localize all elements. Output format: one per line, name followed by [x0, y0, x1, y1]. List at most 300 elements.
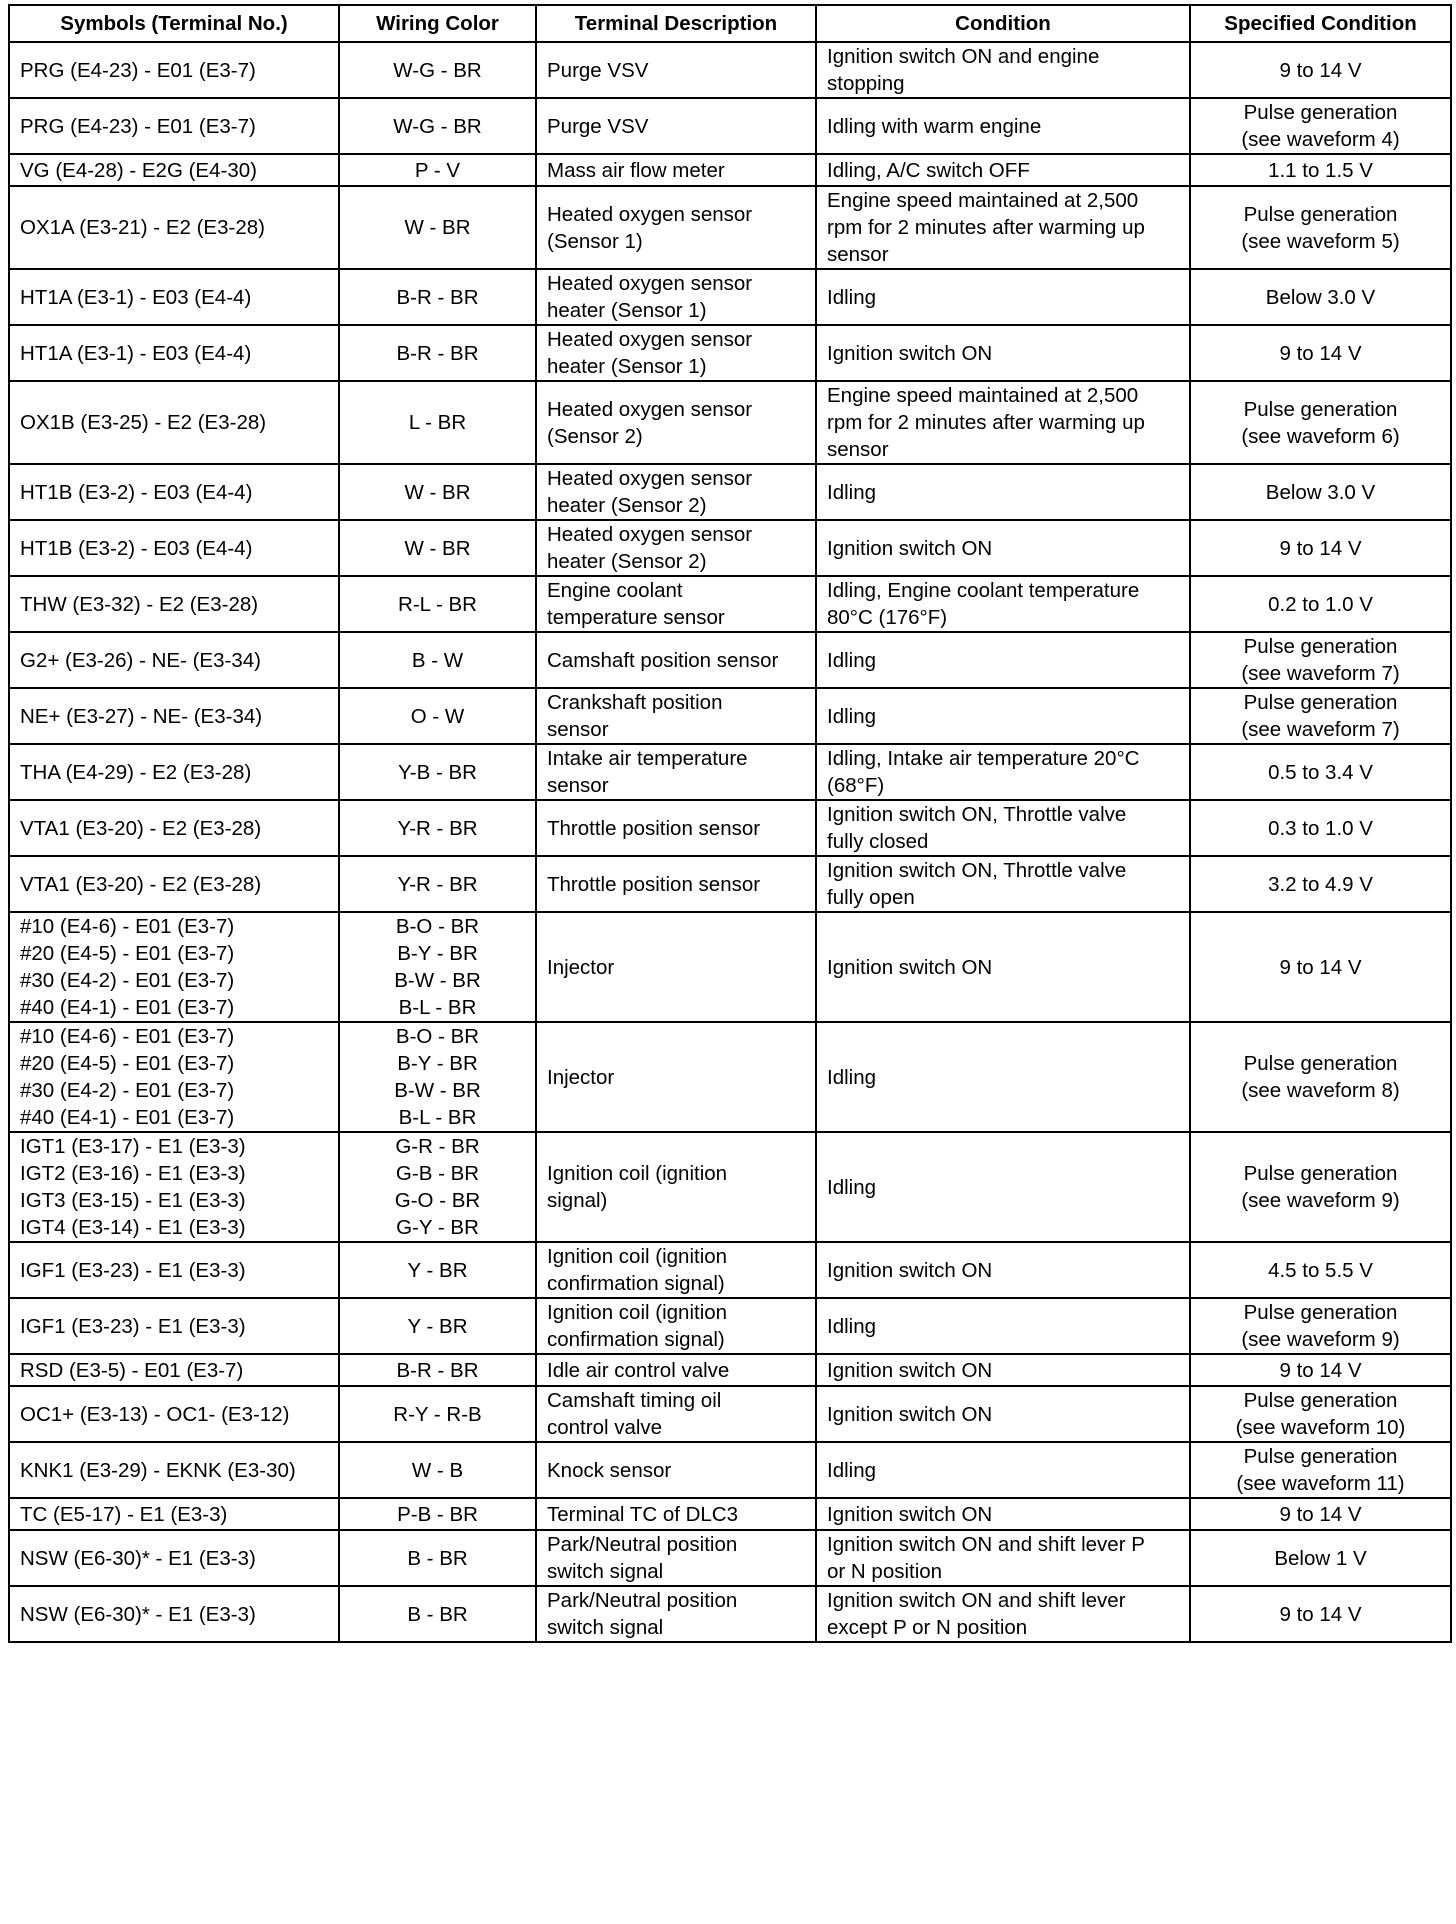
- specified-condition-cell-line: Pulse generation: [1243, 691, 1398, 714]
- specified-condition-cell: [1190, 325, 1451, 381]
- specified-condition-cell: [1190, 42, 1451, 98]
- condition-cell: [816, 800, 1190, 856]
- terminal-description-cell-line: switch signal: [547, 1560, 664, 1583]
- specified-condition-cell: [1190, 154, 1451, 186]
- terminal-description-cell: [536, 42, 816, 98]
- terminal-description-cell-line: Mass air flow meter: [547, 158, 725, 182]
- symbols-cell-line: OX1A (E3-21) - E2 (E3-28): [20, 216, 265, 239]
- symbols-cell-line: VG (E4-28) - E2G (E4-30): [20, 158, 257, 182]
- table-row: [9, 520, 1451, 576]
- symbols-cell-line: THA (E4-29) - E2 (E3-28): [20, 760, 252, 784]
- table-row: [9, 1242, 1451, 1298]
- condition-cell: [816, 744, 1190, 800]
- condition-cell-line: Idling, Intake air temperature 20°C: [827, 747, 1140, 770]
- terminal-description-cell: [536, 1132, 816, 1242]
- table-row: [9, 325, 1451, 381]
- symbols-cell-line: NE+ (E3-27) - NE- (E3-34): [20, 704, 263, 728]
- table-row: [9, 912, 1451, 1022]
- symbols-cell-line: IGT4 (E3-14) - E1 (E3-3): [20, 1216, 246, 1239]
- terminal-description-cell: [536, 269, 816, 325]
- specified-condition-cell-line: 9 to 14 V: [1279, 58, 1362, 82]
- symbols-cell-line: OC1+ (E3-13) - OC1- (E3-12): [20, 1402, 290, 1426]
- specified-condition-cell: [1190, 98, 1451, 154]
- terminal-description-cell-line: Terminal TC of DLC3: [547, 1502, 739, 1526]
- wiring-color-cell-line: R-Y - R-B: [393, 1402, 482, 1426]
- condition-cell: [816, 154, 1190, 186]
- specified-condition-cell-line: Pulse generation: [1243, 1389, 1398, 1412]
- condition-cell-line: Ignition switch ON: [827, 536, 993, 560]
- condition-cell-line: Idling: [827, 1458, 877, 1482]
- condition-cell-line: except P or N position: [827, 1616, 1028, 1639]
- terminal-description-cell: [536, 325, 816, 381]
- terminal-description-cell-line: Injector: [547, 955, 615, 979]
- wiring-color-cell: [339, 1132, 536, 1242]
- terminal-description-cell: [536, 464, 816, 520]
- wiring-color-cell: [339, 1442, 536, 1498]
- wiring-color-cell-line: B - W: [411, 648, 464, 672]
- symbols-cell: [9, 186, 339, 269]
- wiring-color-cell-line: O - W: [410, 704, 465, 728]
- wiring-color-cell: [339, 98, 536, 154]
- terminal-description-cell-line: Ignition coil (ignition: [547, 1245, 728, 1268]
- terminal-description-cell-line: Crankshaft position: [547, 691, 723, 714]
- specified-condition-cell-line: (see waveform 6): [1241, 424, 1400, 448]
- condition-cell-line: Idling: [827, 285, 877, 309]
- condition-cell-line: Ignition switch ON, Throttle valve: [827, 803, 1127, 826]
- terminal-description-cell-line: sensor: [547, 718, 609, 741]
- condition-cell: [816, 381, 1190, 464]
- terminal-description-cell: [536, 1354, 816, 1386]
- terminal-description-cell-line: Throttle position sensor: [547, 872, 761, 896]
- symbols-cell: [9, 269, 339, 325]
- wiring-color-cell-line: R-L - BR: [398, 592, 477, 616]
- specified-condition-cell-line: 3.2 to 4.9 V: [1268, 872, 1373, 896]
- wiring-color-cell: [339, 800, 536, 856]
- specified-condition-cell-line: Pulse generation: [1243, 1162, 1398, 1185]
- symbols-cell-line: #30 (E4-2) - E01 (E3-7): [20, 1079, 235, 1102]
- specified-condition-cell: [1190, 1354, 1451, 1386]
- terminal-description-cell: [536, 1498, 816, 1530]
- condition-cell: [816, 912, 1190, 1022]
- wiring-color-cell-line: B-Y - BR: [397, 1052, 478, 1075]
- terminal-description-cell-line: heater (Sensor 1): [547, 299, 707, 322]
- terminal-description-cell-line: confirmation signal): [547, 1272, 725, 1295]
- wiring-color-cell-line: W - BR: [404, 216, 471, 239]
- condition-cell: [816, 1242, 1190, 1298]
- specified-condition-cell-line: 9 to 14 V: [1279, 955, 1362, 979]
- header-specified-condition: Specified Condition: [1190, 5, 1451, 42]
- terminal-description-cell-line: Park/Neutral position: [547, 1533, 738, 1556]
- symbols-cell-line: HT1B (E3-2) - E03 (E4-4): [20, 480, 253, 504]
- terminal-description-cell: [536, 1298, 816, 1354]
- symbols-cell-line: VTA1 (E3-20) - E2 (E3-28): [20, 872, 262, 896]
- condition-cell: [816, 1586, 1190, 1642]
- terminal-description-cell: [536, 154, 816, 186]
- specified-condition-cell: [1190, 1386, 1451, 1442]
- condition-cell: [816, 576, 1190, 632]
- wiring-color-cell: [339, 632, 536, 688]
- wiring-color-cell-line: B-R - BR: [396, 285, 479, 309]
- specified-condition-cell: [1190, 1022, 1451, 1132]
- symbols-cell: [9, 1386, 339, 1442]
- terminal-description-cell-line: Heated oxygen sensor: [547, 202, 753, 226]
- header-symbols: Symbols (Terminal No.): [9, 5, 339, 42]
- wiring-color-cell: [339, 576, 536, 632]
- table-row: [9, 1386, 1451, 1442]
- terminal-description-cell-line: Idle air control valve: [547, 1358, 730, 1382]
- table-row: [9, 856, 1451, 912]
- condition-cell: [816, 464, 1190, 520]
- specified-condition-cell-line: (see waveform 8): [1241, 1079, 1400, 1102]
- wiring-color-cell-line: Y - BR: [407, 1258, 468, 1282]
- specified-condition-cell-line: (see waveform 7): [1241, 662, 1400, 685]
- symbols-cell: [9, 1354, 339, 1386]
- specified-condition-cell-line: Pulse generation: [1243, 1052, 1398, 1075]
- condition-cell: [816, 186, 1190, 269]
- wiring-color-cell-line: G-B - BR: [395, 1162, 480, 1185]
- condition-cell-line: fully open: [827, 886, 915, 909]
- specified-condition-cell-line: (see waveform 7): [1241, 718, 1400, 741]
- condition-cell: [816, 1354, 1190, 1386]
- condition-cell-line: Ignition switch ON and shift lever: [827, 1589, 1126, 1612]
- wiring-color-cell-line: B-R - BR: [396, 1358, 479, 1382]
- specified-condition-cell-line: 0.3 to 1.0 V: [1268, 816, 1373, 840]
- wiring-color-cell: [339, 186, 536, 269]
- symbols-cell-line: #20 (E4-5) - E01 (E3-7): [20, 1052, 235, 1075]
- symbols-cell-line: KNK1 (E3-29) - EKNK (E3-30): [20, 1458, 296, 1482]
- condition-cell-line: Ignition switch ON and shift lever P: [827, 1533, 1145, 1556]
- specified-condition-cell-line: 9 to 14 V: [1279, 1602, 1362, 1626]
- specified-condition-cell: [1190, 186, 1451, 269]
- condition-cell: [816, 1298, 1190, 1354]
- symbols-cell: [9, 688, 339, 744]
- specified-condition-cell-line: Pulse generation: [1243, 1445, 1398, 1468]
- table-row: [9, 1132, 1451, 1242]
- symbols-cell-line: HT1A (E3-1) - E03 (E4-4): [20, 285, 252, 309]
- wiring-color-cell-line: L - BR: [408, 411, 467, 434]
- condition-cell-line: Idling: [827, 1175, 877, 1199]
- specified-condition-cell: [1190, 1530, 1451, 1586]
- specified-condition-cell-line: (see waveform 9): [1241, 1189, 1400, 1212]
- specified-condition-cell-line: Below 1 V: [1274, 1546, 1367, 1570]
- specified-condition-cell: [1190, 632, 1451, 688]
- symbols-cell-line: HT1B (E3-2) - E03 (E4-4): [20, 536, 253, 560]
- wiring-color-cell-line: B-Y - BR: [397, 942, 478, 965]
- specified-condition-cell: [1190, 520, 1451, 576]
- symbols-cell: [9, 1022, 339, 1132]
- condition-cell: [816, 856, 1190, 912]
- wiring-color-cell-line: W - BR: [404, 536, 471, 560]
- terminal-description-cell-line: Ignition coil (ignition: [547, 1162, 728, 1185]
- terminal-description-cell: [536, 744, 816, 800]
- specified-condition-cell: [1190, 1442, 1451, 1498]
- terminal-description-cell: [536, 576, 816, 632]
- symbols-cell: [9, 632, 339, 688]
- table-row: [9, 1354, 1451, 1386]
- condition-cell-line: Ignition switch ON and engine: [827, 45, 1100, 68]
- condition-cell-line: Idling: [827, 648, 877, 672]
- symbols-cell: [9, 912, 339, 1022]
- wiring-color-cell: [339, 1354, 536, 1386]
- wiring-color-cell-line: B - BR: [407, 1546, 468, 1570]
- table-row: [9, 1498, 1451, 1530]
- symbols-cell-line: IGF1 (E3-23) - E1 (E3-3): [20, 1258, 246, 1282]
- specified-condition-cell-line: Pulse generation: [1243, 1301, 1398, 1324]
- specified-condition-cell-line: 0.2 to 1.0 V: [1268, 592, 1373, 616]
- condition-cell: [816, 1530, 1190, 1586]
- terminal-description-cell-line: (Sensor 2): [547, 424, 643, 448]
- terminal-description-cell: [536, 520, 816, 576]
- specified-condition-cell: [1190, 1242, 1451, 1298]
- table-row: [9, 98, 1451, 154]
- symbols-cell-line: RSD (E3-5) - E01 (E3-7): [20, 1358, 244, 1382]
- wiring-color-cell-line: B-L - BR: [398, 996, 477, 1019]
- specified-condition-cell: [1190, 1586, 1451, 1642]
- terminal-description-cell: [536, 912, 816, 1022]
- terminal-description-cell-line: sensor: [547, 774, 609, 797]
- symbols-cell-line: TC (E5-17) - E1 (E3-3): [20, 1502, 228, 1526]
- condition-cell-line: rpm for 2 minutes after warming up: [827, 411, 1145, 434]
- specified-condition-cell: [1190, 912, 1451, 1022]
- specified-condition-cell: [1190, 381, 1451, 464]
- specified-condition-cell-line: 9 to 14 V: [1279, 1502, 1362, 1526]
- specified-condition-cell: [1190, 1498, 1451, 1530]
- table-row: [9, 381, 1451, 464]
- condition-cell: [816, 1022, 1190, 1132]
- wiring-color-cell: [339, 744, 536, 800]
- terminal-description-cell-line: (Sensor 1): [547, 229, 643, 253]
- symbols-cell-line: G2+ (E3-26) - NE- (E3-34): [20, 648, 261, 672]
- terminal-description-cell: [536, 1242, 816, 1298]
- symbols-cell-line: NSW (E6-30)* - E1 (E3-3): [20, 1602, 256, 1626]
- table-row: [9, 744, 1451, 800]
- specified-condition-cell-line: (see waveform 10): [1235, 1416, 1406, 1439]
- condition-cell: [816, 42, 1190, 98]
- terminal-description-cell: [536, 1586, 816, 1642]
- terminal-description-cell: [536, 1442, 816, 1498]
- symbols-cell-line: VTA1 (E3-20) - E2 (E3-28): [20, 816, 262, 840]
- symbols-cell: [9, 800, 339, 856]
- symbols-cell: [9, 1498, 339, 1530]
- symbols-cell-line: OX1B (E3-25) - E2 (E3-28): [20, 411, 267, 434]
- condition-cell: [816, 1498, 1190, 1530]
- terminal-description-cell-line: Camshaft position sensor: [547, 648, 779, 672]
- terminal-description-cell-line: Heated oxygen sensor: [547, 467, 753, 490]
- specified-condition-cell-line: Pulse generation: [1243, 397, 1398, 421]
- symbols-cell-line: IGT3 (E3-15) - E1 (E3-3): [20, 1189, 246, 1212]
- terminal-description-cell-line: Ignition coil (ignition: [547, 1301, 728, 1324]
- symbols-cell: [9, 98, 339, 154]
- terminal-description-cell-line: Heated oxygen sensor: [547, 523, 753, 546]
- wiring-color-cell-line: G-R - BR: [395, 1135, 480, 1158]
- symbols-cell-line: THW (E3-32) - E2 (E3-28): [20, 592, 259, 616]
- symbols-cell-line: #30 (E4-2) - E01 (E3-7): [20, 969, 235, 992]
- table-row: [9, 1586, 1451, 1642]
- condition-cell: [816, 688, 1190, 744]
- terminal-description-cell-line: Heated oxygen sensor: [547, 397, 753, 421]
- condition-cell-line: Ignition switch ON: [827, 955, 993, 979]
- symbols-cell: [9, 1442, 339, 1498]
- condition-cell-line: Ignition switch ON: [827, 1502, 993, 1526]
- terminal-description-cell-line: Knock sensor: [547, 1458, 672, 1482]
- terminal-description-cell: [536, 856, 816, 912]
- symbols-cell-line: IGF1 (E3-23) - E1 (E3-3): [20, 1314, 246, 1338]
- wiring-color-cell: [339, 1022, 536, 1132]
- wiring-color-cell-line: B-W - BR: [394, 1079, 481, 1102]
- condition-cell-line: Ignition switch ON: [827, 341, 993, 365]
- terminal-description-cell-line: heater (Sensor 2): [547, 550, 707, 573]
- specified-condition-cell-line: Pulse generation: [1243, 202, 1398, 226]
- wiring-color-cell-line: B - BR: [407, 1602, 468, 1626]
- symbols-cell: [9, 381, 339, 464]
- table-row: [9, 464, 1451, 520]
- table-row: [9, 186, 1451, 269]
- terminal-description-cell-line: switch signal: [547, 1616, 664, 1639]
- wiring-color-cell: [339, 912, 536, 1022]
- terminal-description-cell: [536, 186, 816, 269]
- wiring-color-cell-line: P - V: [414, 158, 461, 182]
- symbols-cell: [9, 744, 339, 800]
- wiring-color-cell-line: B-O - BR: [395, 915, 480, 938]
- specified-condition-cell-line: 9 to 14 V: [1279, 536, 1362, 560]
- terminal-description-cell-line: Camshaft timing oil: [547, 1389, 722, 1412]
- specified-condition-cell-line: 4.5 to 5.5 V: [1268, 1258, 1373, 1282]
- condition-cell-line: rpm for 2 minutes after warming up: [827, 216, 1145, 239]
- terminal-description-cell: [536, 1530, 816, 1586]
- symbols-cell-line: #20 (E4-5) - E01 (E3-7): [20, 942, 235, 965]
- table-row: [9, 269, 1451, 325]
- table-row: [9, 1298, 1451, 1354]
- wiring-color-cell: [339, 1298, 536, 1354]
- symbols-cell: [9, 1132, 339, 1242]
- terminal-description-cell: [536, 800, 816, 856]
- specified-condition-cell: [1190, 856, 1451, 912]
- condition-cell: [816, 325, 1190, 381]
- wiring-color-cell-line: Y-B - BR: [398, 760, 477, 784]
- table-row: [9, 1022, 1451, 1132]
- terminal-description-cell: [536, 1386, 816, 1442]
- terminal-description-cell: [536, 688, 816, 744]
- specified-condition-cell: [1190, 800, 1451, 856]
- specified-condition-cell-line: Below 3.0 V: [1265, 480, 1376, 504]
- terminal-description-cell: [536, 381, 816, 464]
- header-condition: Condition: [816, 5, 1190, 42]
- wiring-color-cell-line: G-Y - BR: [396, 1216, 479, 1239]
- table-body: [9, 42, 1451, 1642]
- terminal-description-cell-line: Park/Neutral position: [547, 1589, 738, 1612]
- terminal-description-cell-line: Heated oxygen sensor: [547, 272, 753, 295]
- specified-condition-cell-line: 0.5 to 3.4 V: [1268, 760, 1373, 784]
- table-row: [9, 1442, 1451, 1498]
- specified-condition-cell-line: (see waveform 4): [1241, 128, 1400, 151]
- condition-cell-line: 80°C (176°F): [827, 606, 948, 629]
- wiring-color-cell: [339, 1530, 536, 1586]
- ecm-terminal-table: [8, 4, 1452, 1643]
- terminal-description-cell-line: Intake air temperature: [547, 747, 748, 770]
- symbols-cell-line: #40 (E4-1) - E01 (E3-7): [20, 996, 235, 1019]
- wiring-color-cell-line: Y - BR: [407, 1314, 468, 1338]
- wiring-color-cell-line: W-G - BR: [393, 114, 482, 138]
- specified-condition-cell: [1190, 464, 1451, 520]
- condition-cell-line: stopping: [827, 72, 905, 95]
- symbols-cell: [9, 1242, 339, 1298]
- table-row: [9, 154, 1451, 186]
- terminal-description-cell-line: Throttle position sensor: [547, 816, 761, 840]
- condition-cell-line: Ignition switch ON: [827, 1258, 993, 1282]
- wiring-color-cell: [339, 688, 536, 744]
- terminal-description-cell: [536, 98, 816, 154]
- specified-condition-cell: [1190, 1132, 1451, 1242]
- wiring-color-cell: [339, 1498, 536, 1530]
- specified-condition-cell-line: 9 to 14 V: [1279, 1358, 1362, 1382]
- symbols-cell: [9, 464, 339, 520]
- symbols-cell: [9, 1586, 339, 1642]
- condition-cell-line: Engine speed maintained at 2,500: [827, 189, 1139, 212]
- wiring-color-cell-line: P-B - BR: [397, 1502, 478, 1526]
- condition-cell-line: fully closed: [827, 830, 929, 853]
- wiring-color-cell-line: B-R - BR: [396, 341, 479, 365]
- terminal-description-cell-line: Purge VSV: [547, 114, 649, 138]
- terminal-description-cell-line: signal): [547, 1189, 608, 1212]
- wiring-color-cell-line: Y-R - BR: [397, 872, 478, 896]
- condition-cell: [816, 520, 1190, 576]
- table-row: [9, 688, 1451, 744]
- condition-cell: [816, 269, 1190, 325]
- table-row: [9, 632, 1451, 688]
- specified-condition-cell: [1190, 688, 1451, 744]
- symbols-cell-line: PRG (E4-23) - E01 (E3-7): [20, 58, 256, 82]
- specified-condition-cell-line: (see waveform 5): [1241, 229, 1400, 253]
- symbols-cell-line: #40 (E4-1) - E01 (E3-7): [20, 1106, 235, 1129]
- specified-condition-cell-line: (see waveform 9): [1241, 1328, 1400, 1351]
- condition-cell-line: Idling: [827, 1065, 877, 1089]
- terminal-description-cell-line: Engine coolant: [547, 579, 683, 602]
- wiring-color-cell-line: B-L - BR: [398, 1106, 477, 1129]
- terminal-description-cell-line: temperature sensor: [547, 606, 725, 629]
- symbols-cell: [9, 1298, 339, 1354]
- wiring-color-cell-line: W-G - BR: [393, 58, 482, 82]
- terminal-description-cell-line: heater (Sensor 1): [547, 355, 707, 378]
- wiring-color-cell: [339, 1586, 536, 1642]
- specified-condition-cell: [1190, 576, 1451, 632]
- symbols-cell-line: IGT1 (E3-17) - E1 (E3-3): [20, 1135, 246, 1158]
- condition-cell-line: sensor: [827, 438, 889, 461]
- terminal-description-cell-line: Heated oxygen sensor: [547, 328, 753, 351]
- wiring-color-cell: [339, 856, 536, 912]
- terminal-description-cell: [536, 632, 816, 688]
- condition-cell: [816, 98, 1190, 154]
- condition-cell-line: sensor: [827, 243, 889, 266]
- terminal-description-cell-line: control valve: [547, 1416, 663, 1439]
- terminal-description-cell-line: confirmation signal): [547, 1328, 725, 1351]
- symbols-cell-line: PRG (E4-23) - E01 (E3-7): [20, 114, 256, 138]
- terminal-description-cell-line: Purge VSV: [547, 58, 649, 82]
- wiring-color-cell-line: W - BR: [404, 480, 471, 504]
- condition-cell-line: Idling: [827, 480, 877, 504]
- wiring-color-cell: [339, 520, 536, 576]
- condition-cell-line: (68°F): [827, 774, 885, 797]
- table-row: [9, 800, 1451, 856]
- wiring-color-cell-line: W - B: [411, 1458, 464, 1482]
- terminal-description-cell: [536, 1022, 816, 1132]
- wiring-color-cell: [339, 381, 536, 464]
- wiring-color-cell-line: B-W - BR: [394, 969, 481, 992]
- specified-condition-cell-line: 9 to 14 V: [1279, 341, 1362, 365]
- symbols-cell-line: #10 (E4-6) - E01 (E3-7): [20, 915, 235, 938]
- condition-cell-line: Ignition switch ON: [827, 1402, 993, 1426]
- condition-cell-line: Idling with warm engine: [827, 114, 1042, 138]
- table-row: [9, 1530, 1451, 1586]
